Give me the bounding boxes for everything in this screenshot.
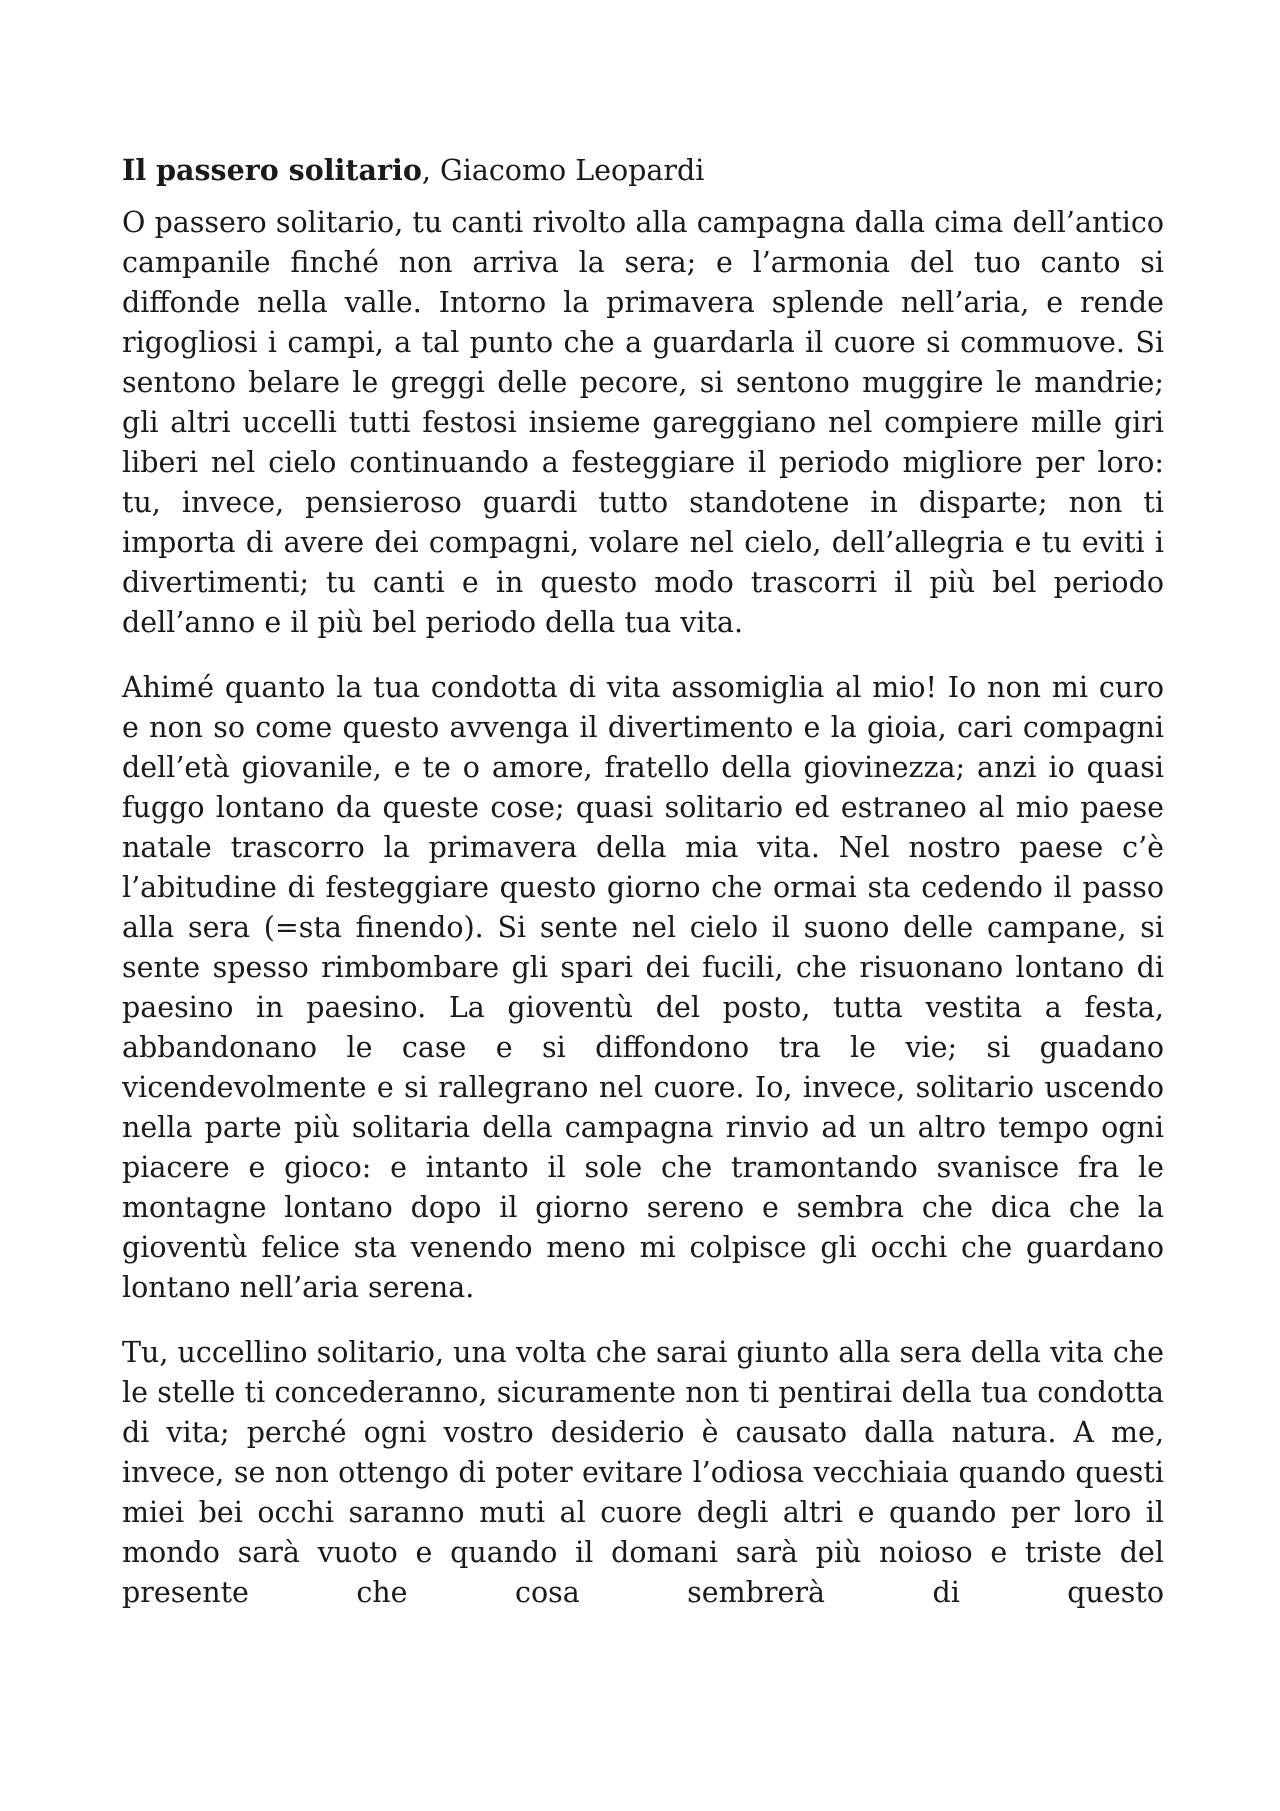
document-page (122, 150, 1164, 1638)
paragraph-2: Ahimé quanto la tua condotta di vita assomiglia al mio! Io non mi curo e non so come questo avvenga il divertimento e la gioia, cari compagni dell’età giovanile, e te o amore, fratello della giovinezza; anzi io quasi fuggo lontano da queste cose; quasi solitario ed estraneo al mio paese natale trascorro la primavera della mia vita. Nel nostro paese c’è l’abitudine di festeggiare questo giorno che ormai sta cedendo il passo alla sera (=sta finendo). Si sente nel cielo il suono delle campane, si sente spesso rimbombare gli spari dei fucili, che risuonano lontano di paesino in paesino. La gioventù del posto, tutta vestita a festa, abbandonano le case e si diffondono tra le vie; si guadano vicendevolmente e si rallegrano nel cuore. Io, invece, solitario uscendo nella parte più solitaria della campagna rinvio ad un altro tempo ogni piacere e gioco: e intanto il sole che tramontando svanisce fra le montagne lontano dopo il giorno sereno e sembra che dica che la gioventù felice sta venendo meno mi colpisce gli occhi che guardano lontano nell’aria serena. (122, 671, 1164, 1304)
heading-separator: , (421, 154, 440, 187)
poem-title: Il passero solitario (122, 153, 422, 187)
document-heading (122, 150, 1164, 191)
paragraph-1: O passero solitario, tu canti rivolto alla campagna dalla cima dell’antico campanile finché non arriva la sera; e l’armonia del tuo canto si diffonde nella valle. Intorno la primavera splende nell’aria, e rende rigogliosi i campi, a tal punto che a guardarla il cuore si commuove. Si sentono belare le greggi delle pecore, si sentono muggire le mandrie; gli altri uccelli tutti festosi insieme gareggiano nel compiere mille giri liberi nel cielo continuando a festeggiare il periodo migliore per loro: tu, invece, pensieroso guardi tutto standotene in disparte; non ti importa di avere dei compagni, volare nel cielo, dell’allegria e tu eviti i divertimenti; tu canti e in questo modo trascorri il più bel periodo dell’anno e il più bel periodo della tua vita. (122, 206, 1164, 639)
paragraph-3: Tu, uccellino solitario, una volta che sarai giunto alla sera della vita che le stelle ti concederanno, sicuramente non ti pentirai della tua condotta di vita; perché ogni vostro desiderio è causato dalla natura. A me, invece, se non ottengo di poter evitare l’odiosa vecchiaia quando questi miei bei occhi saranno muti al cuore degli altri e quando per loro il mondo sarà vuoto e quando il domani sarà più noioso e triste del presente che cosa sembrerà di questo (122, 1336, 1164, 1609)
author-name: Giacomo Leopardi (439, 154, 705, 187)
